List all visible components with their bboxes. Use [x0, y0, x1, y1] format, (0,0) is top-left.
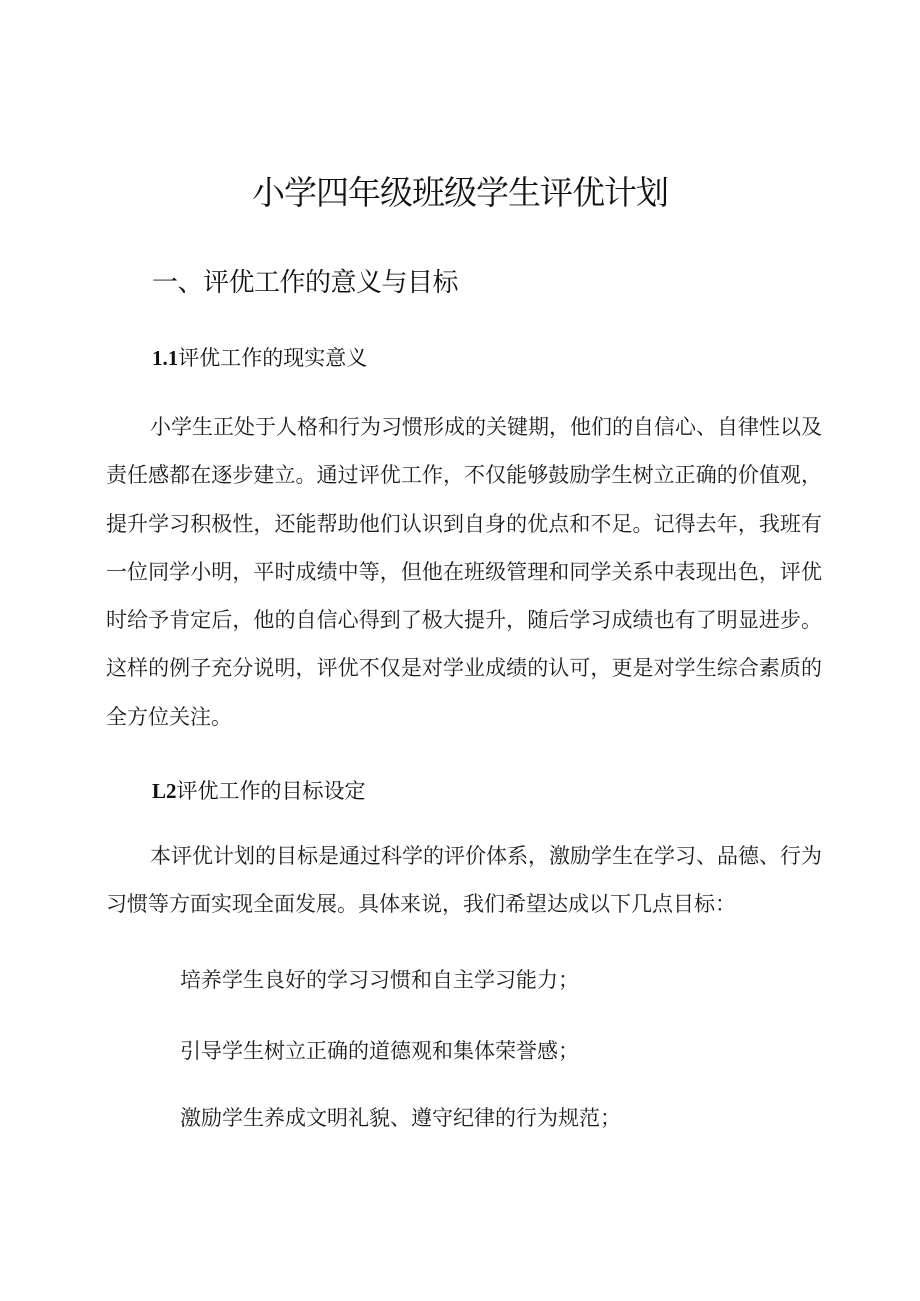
subheading-1-1 — [152, 341, 367, 375]
goal-item: 引导学生树立正确的道德观和集体荣誉感； — [180, 1039, 579, 1063]
section-heading-1: 一、评优工作的意义与目标 — [152, 268, 459, 298]
subheading-number: L2 — [152, 779, 177, 803]
subheading-label: 评优工作的目标设定 — [176, 779, 366, 803]
goal-item: 培养学生良好的学习习惯和自主学习能力； — [180, 968, 579, 992]
subheading-label: 评优工作的现实意义 — [178, 346, 368, 370]
subheading-number: 1.1 — [152, 346, 179, 370]
paragraph-goals-intro: 本评优计划的目标是通过科学的评价体系，激励学生在学习、品德、行为习惯等方面实现全面发展。具体来说，我们希望达成以下几点目标： — [106, 844, 822, 917]
paragraph-significance: 小学生正处于人格和行为习惯形成的关键期，他们的自信心、自律性以及责任感都在逐步建立。通过评优工作，不仅能够鼓励学生树立正确的价值观，提升学习积极性，还能帮助他们认识到自身的优点和不足。记得去年，我班有一位同学小明，平时成绩中等，但他在班级管理和同学关系中表现出色，评优时给予肯定后，他的自信心得到了极大提升，随后学习成绩也有了明显进步。这样的例子充分说明，评优不仅是对学业成绩的认可，更是对学生综合素质的全方位关注。 — [106, 415, 822, 729]
document-title: 小学四年级班级学生评优计划 — [252, 173, 668, 212]
goal-item: 激励学生养成文明礼貌、遵守纪律的行为规范； — [180, 1106, 621, 1130]
subheading-1-2 — [152, 774, 366, 808]
